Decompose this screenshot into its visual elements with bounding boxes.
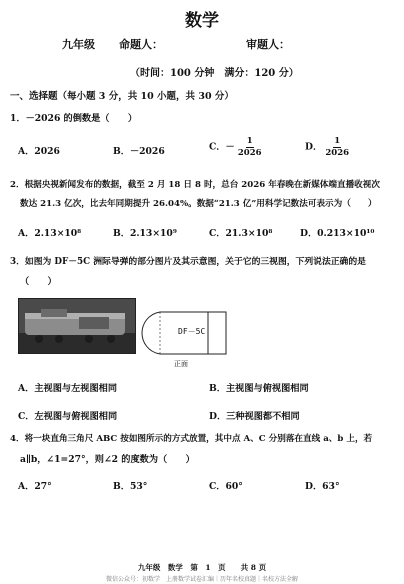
q2-option-a: A．2.13×10⁸ [18,228,82,239]
page-title: 数学 [185,11,219,31]
front-view-label: 正面 [174,360,188,368]
q4-option-a: A．27° [18,481,52,492]
question-3-stem-line2: （ ） [20,276,57,287]
q1-option-c-prefix: C．－ [209,141,235,153]
q4-option-b: B．53° [113,481,148,492]
question-1-stem: 1．－2026 的倒数是（ ） [10,113,138,124]
page-footer-subtext: 微信公众号：初数学 上册数学试卷汇编｜历年名校真题｜名校方法全解 [105,576,298,583]
q1-option-d-prefix: D． [305,141,323,153]
q3-option-d: D．三种视图都不相同 [209,411,300,422]
q3-option-c: C．左视图与俯视图相同 [18,411,118,422]
q1-option-c-numerator: 1 [246,136,253,146]
question-4-stem-line1: 4．将一块直角三角尺 ABC 按如图所示的方式放置，其中点 A、C 分别落在直线 a、b 上，若 [10,434,373,444]
q1-option-a: A．2026 [18,146,60,157]
question-3-stem-line1: 3．如图为 DF－5C 洲际导弹的部分图片及其示意图，关于它的三视图，下列说法正确的是 [10,257,366,267]
q1-option-c-fraction [238,137,262,157]
q2-option-d: D．0.213×10¹⁰ [300,228,375,239]
q2-option-c: C．21.3×10⁸ [209,228,273,239]
question-2-stem-line2: 数达 21.3 亿次，比去年同期提升 26.04%。数据“21.3 亿”用科学记数法可表示为（ ） [20,199,377,209]
setter-label: 命题人： [119,38,163,51]
missile-label: DF－5C [178,327,206,336]
q1-option-c-denominator: 2026 [237,147,262,158]
time-info: （时间：100 分钟 满分：120 分） [130,68,299,79]
page-footer: 九年级 数学 第 1 页 共 8 页 [137,563,267,572]
question-4-stem-line2: a∥b，∠1=27°，则∠2 的度数为（ ） [20,454,195,465]
q1-option-d-fraction [325,137,349,157]
q2-option-b: B．2.13×10⁹ [113,228,177,239]
missile-photo-drawing [19,299,135,353]
q1-option-c [209,137,262,157]
q3-option-b: B．主视图与俯视图相同 [209,383,309,394]
q1-option-d-numerator: 1 [334,136,341,146]
missile-photo [18,298,136,354]
section-title: 一、选择题（每小题 3 分，共 10 小题，共 30 分） [10,91,234,102]
q1-option-b: B．－2026 [113,146,165,157]
reviewer-label: 审题人： [246,38,290,51]
question-2-stem-line1: 2．根据央视新闻发布的数据，截至 2 月 18 日 8 时，总台 2026 年春晚在新媒体端直播收视次 [10,180,380,190]
q1-option-d [305,137,349,157]
q4-option-d: D．63° [305,481,340,492]
q3-option-a: A．主视图与左视图相同 [18,383,118,394]
q1-option-d-denominator: 2026 [325,147,350,158]
missile-diagram [138,292,234,374]
q4-option-c: C．60° [209,481,243,492]
grade-label: 九年级 [62,38,95,51]
